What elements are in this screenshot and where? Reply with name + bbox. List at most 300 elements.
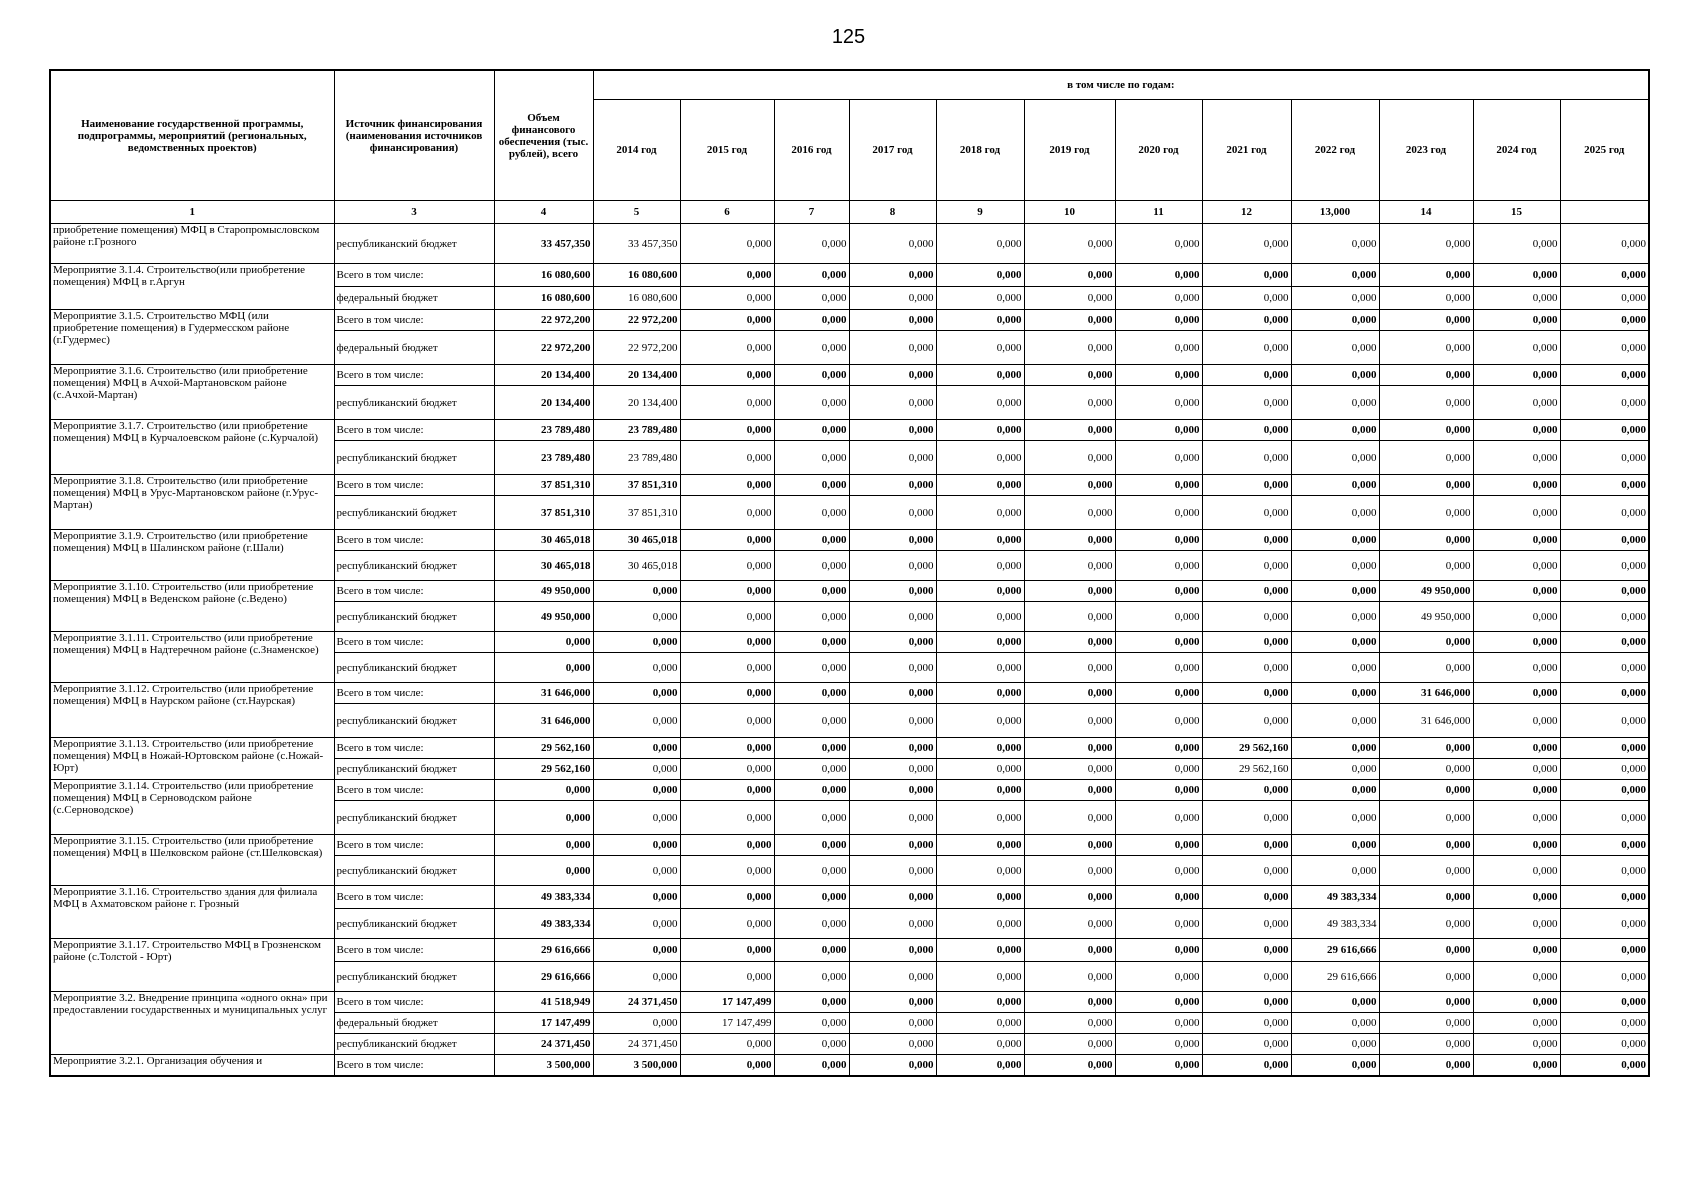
year-value: 16 080,600	[593, 264, 680, 287]
year-value: 0,000	[1560, 1013, 1649, 1034]
funding-source: республиканский бюджет	[334, 441, 494, 475]
total-volume: 0,000	[494, 835, 593, 856]
year-value: 20 134,400	[593, 365, 680, 386]
funding-source: Всего в том числе:	[334, 835, 494, 856]
year-value: 0,000	[1473, 909, 1560, 939]
year-value: 0,000	[936, 992, 1024, 1013]
year-value: 0,000	[774, 602, 849, 632]
year-value: 29 616,666	[1291, 962, 1379, 992]
year-value: 0,000	[1560, 551, 1649, 581]
total-volume: 29 616,666	[494, 962, 593, 992]
year-value: 0,000	[936, 939, 1024, 962]
year-value: 0,000	[680, 909, 774, 939]
header-year: 2020 год	[1115, 100, 1202, 201]
year-value: 17 147,499	[680, 1013, 774, 1034]
column-number: 1	[50, 201, 334, 224]
year-value: 0,000	[680, 632, 774, 653]
year-value: 0,000	[1024, 1013, 1115, 1034]
header-year: 2017 год	[849, 100, 936, 201]
funding-source: Всего в том числе:	[334, 886, 494, 909]
year-value: 0,000	[936, 759, 1024, 780]
year-value: 0,000	[1291, 780, 1379, 801]
year-value: 0,000	[1115, 780, 1202, 801]
year-value: 0,000	[1291, 992, 1379, 1013]
year-value: 0,000	[774, 962, 849, 992]
header-year: 2019 год	[1024, 100, 1115, 201]
year-value: 0,000	[1202, 365, 1291, 386]
year-value: 0,000	[1202, 331, 1291, 365]
year-value: 0,000	[936, 962, 1024, 992]
year-value: 0,000	[1560, 1034, 1649, 1055]
year-value: 0,000	[1024, 962, 1115, 992]
column-number: 4	[494, 201, 593, 224]
column-number: 9	[936, 201, 1024, 224]
total-volume: 33 457,350	[494, 224, 593, 264]
year-value: 0,000	[593, 939, 680, 962]
year-value: 0,000	[1115, 1034, 1202, 1055]
year-value: 0,000	[1560, 475, 1649, 496]
year-value: 0,000	[849, 287, 936, 310]
year-value: 0,000	[1379, 386, 1473, 420]
year-value: 0,000	[936, 801, 1024, 835]
year-value: 22 972,200	[593, 331, 680, 365]
year-value: 0,000	[936, 287, 1024, 310]
funding-source: Всего в том числе:	[334, 738, 494, 759]
year-value: 0,000	[1560, 856, 1649, 886]
total-volume: 0,000	[494, 801, 593, 835]
year-value: 0,000	[1291, 738, 1379, 759]
measure-name: Мероприятие 3.1.12. Строительство (или приобретение помещения) МФЦ в Наурском районе (ст.Наурская)	[50, 683, 334, 738]
year-value: 0,000	[1291, 801, 1379, 835]
table-row	[50, 581, 1649, 602]
year-value: 0,000	[1291, 224, 1379, 264]
year-value: 0,000	[849, 992, 936, 1013]
year-value: 29 562,160	[1202, 738, 1291, 759]
page-number: 125	[831, 26, 866, 48]
funding-source: Всего в том числе:	[334, 310, 494, 331]
year-value: 0,000	[849, 653, 936, 683]
funding-source: Всего в том числе:	[334, 1055, 494, 1077]
year-value: 0,000	[936, 632, 1024, 653]
year-value: 0,000	[774, 835, 849, 856]
year-value: 0,000	[774, 310, 849, 331]
year-value: 0,000	[849, 835, 936, 856]
year-value: 0,000	[1024, 420, 1115, 441]
funding-source: Всего в том числе:	[334, 992, 494, 1013]
year-value: 0,000	[1202, 386, 1291, 420]
year-value: 0,000	[849, 1055, 936, 1077]
year-value: 29 562,160	[1202, 759, 1291, 780]
year-value: 0,000	[1473, 496, 1560, 530]
year-value: 0,000	[593, 704, 680, 738]
measure-name: Мероприятие 3.2.1. Организация обучения и	[50, 1055, 334, 1077]
total-volume: 20 134,400	[494, 386, 593, 420]
year-value: 0,000	[1115, 801, 1202, 835]
year-value: 0,000	[1379, 759, 1473, 780]
year-value: 0,000	[593, 856, 680, 886]
year-value: 0,000	[849, 759, 936, 780]
year-value: 0,000	[774, 653, 849, 683]
year-value: 0,000	[1473, 683, 1560, 704]
year-value: 0,000	[1115, 962, 1202, 992]
year-value: 0,000	[1560, 683, 1649, 704]
year-value: 0,000	[1379, 992, 1473, 1013]
year-value: 0,000	[1202, 886, 1291, 909]
year-value: 0,000	[1379, 1055, 1473, 1077]
year-value: 0,000	[1379, 475, 1473, 496]
year-value: 0,000	[1115, 653, 1202, 683]
year-value: 49 383,334	[1291, 886, 1379, 909]
funding-source: Всего в том числе:	[334, 683, 494, 704]
funding-source: республиканский бюджет	[334, 551, 494, 581]
year-value: 0,000	[936, 1055, 1024, 1077]
column-number: 8	[849, 201, 936, 224]
table-row	[50, 365, 1649, 386]
year-value: 0,000	[849, 962, 936, 992]
year-value: 0,000	[680, 581, 774, 602]
year-value: 0,000	[1291, 1055, 1379, 1077]
year-value: 0,000	[849, 886, 936, 909]
year-value: 0,000	[1202, 704, 1291, 738]
year-value: 0,000	[936, 780, 1024, 801]
year-value: 0,000	[774, 683, 849, 704]
year-value: 0,000	[936, 551, 1024, 581]
year-value: 0,000	[849, 310, 936, 331]
year-value: 0,000	[849, 738, 936, 759]
year-value: 0,000	[593, 632, 680, 653]
year-value: 0,000	[1379, 653, 1473, 683]
column-number: 6	[680, 201, 774, 224]
year-value: 0,000	[1115, 602, 1202, 632]
total-volume: 3 500,000	[494, 1055, 593, 1077]
year-value: 0,000	[1291, 475, 1379, 496]
year-value: 0,000	[1202, 801, 1291, 835]
year-value: 0,000	[1473, 530, 1560, 551]
year-value: 0,000	[1291, 835, 1379, 856]
year-value: 0,000	[1560, 909, 1649, 939]
header-source: Источник финансирования (наименования источников финансирования)	[334, 70, 494, 201]
financing-table	[49, 69, 1650, 1077]
column-number: 15	[1473, 201, 1560, 224]
year-value: 0,000	[1024, 551, 1115, 581]
year-value: 0,000	[1202, 264, 1291, 287]
table-row	[50, 683, 1649, 704]
year-value: 0,000	[1024, 653, 1115, 683]
year-value: 0,000	[849, 551, 936, 581]
year-value: 0,000	[1202, 310, 1291, 331]
year-value: 0,000	[774, 856, 849, 886]
year-value: 0,000	[1473, 939, 1560, 962]
year-value: 0,000	[1291, 441, 1379, 475]
total-volume: 23 789,480	[494, 441, 593, 475]
year-value: 0,000	[1115, 581, 1202, 602]
year-value: 0,000	[774, 992, 849, 1013]
year-value: 0,000	[936, 496, 1024, 530]
year-value: 0,000	[1202, 287, 1291, 310]
total-volume: 30 465,018	[494, 530, 593, 551]
year-value: 0,000	[849, 1013, 936, 1034]
funding-source: Всего в том числе:	[334, 365, 494, 386]
funding-source: Всего в том числе:	[334, 939, 494, 962]
column-number: 7	[774, 201, 849, 224]
funding-source: федеральный бюджет	[334, 287, 494, 310]
total-volume: 0,000	[494, 632, 593, 653]
funding-source: Всего в том числе:	[334, 581, 494, 602]
year-value: 0,000	[680, 287, 774, 310]
year-value: 0,000	[849, 530, 936, 551]
year-value: 0,000	[1473, 264, 1560, 287]
year-value: 0,000	[1024, 856, 1115, 886]
year-value: 0,000	[593, 780, 680, 801]
total-volume: 30 465,018	[494, 551, 593, 581]
year-value: 0,000	[1291, 632, 1379, 653]
year-value: 0,000	[1560, 992, 1649, 1013]
year-value: 30 465,018	[593, 530, 680, 551]
year-value: 0,000	[1560, 581, 1649, 602]
year-value: 0,000	[774, 365, 849, 386]
year-value: 0,000	[1379, 331, 1473, 365]
year-value: 0,000	[1379, 530, 1473, 551]
funding-source: республиканский бюджет	[334, 1034, 494, 1055]
total-volume: 23 789,480	[494, 420, 593, 441]
year-value: 0,000	[593, 886, 680, 909]
year-value: 0,000	[1024, 602, 1115, 632]
year-value: 0,000	[774, 496, 849, 530]
year-value: 0,000	[1560, 441, 1649, 475]
year-value: 0,000	[1291, 653, 1379, 683]
year-value: 0,000	[1291, 365, 1379, 386]
year-value: 23 789,480	[593, 441, 680, 475]
year-value: 0,000	[1560, 962, 1649, 992]
year-value: 0,000	[1291, 581, 1379, 602]
table-row	[50, 475, 1649, 496]
year-value: 0,000	[1473, 441, 1560, 475]
year-value: 0,000	[774, 224, 849, 264]
year-value: 0,000	[1291, 331, 1379, 365]
year-value: 0,000	[774, 420, 849, 441]
year-value: 0,000	[1291, 551, 1379, 581]
total-volume: 17 147,499	[494, 1013, 593, 1034]
year-value: 0,000	[1024, 310, 1115, 331]
header-year: 2022 год	[1291, 100, 1379, 201]
year-value: 0,000	[680, 939, 774, 962]
year-value: 0,000	[1291, 530, 1379, 551]
year-value: 0,000	[680, 1055, 774, 1077]
measure-name: Мероприятие 3.1.14. Строительство (или приобретение помещения) МФЦ в Серноводском районе (с.Серноводское)	[50, 780, 334, 835]
year-value: 0,000	[1473, 738, 1560, 759]
year-value: 0,000	[1024, 1055, 1115, 1077]
year-value: 0,000	[680, 475, 774, 496]
year-value: 22 972,200	[593, 310, 680, 331]
year-value: 0,000	[1560, 224, 1649, 264]
year-value: 0,000	[1115, 856, 1202, 886]
year-value: 0,000	[849, 420, 936, 441]
header-year: 2014 год	[593, 100, 680, 201]
column-number: 5	[593, 201, 680, 224]
total-volume: 22 972,200	[494, 331, 593, 365]
year-value: 0,000	[936, 365, 1024, 386]
year-value: 0,000	[774, 264, 849, 287]
year-value: 0,000	[1024, 331, 1115, 365]
year-value: 0,000	[1473, 1013, 1560, 1034]
year-value: 16 080,600	[593, 287, 680, 310]
year-value: 0,000	[1202, 856, 1291, 886]
table-body	[50, 224, 1649, 1077]
year-value: 0,000	[849, 856, 936, 886]
year-value: 0,000	[1202, 581, 1291, 602]
year-value: 0,000	[774, 909, 849, 939]
year-value: 0,000	[936, 1013, 1024, 1034]
year-value: 0,000	[1202, 780, 1291, 801]
total-volume: 0,000	[494, 856, 593, 886]
year-value: 0,000	[1473, 992, 1560, 1013]
year-value: 0,000	[1473, 224, 1560, 264]
year-value: 0,000	[936, 530, 1024, 551]
year-value: 0,000	[1115, 551, 1202, 581]
total-volume: 0,000	[494, 653, 593, 683]
year-value: 0,000	[1560, 801, 1649, 835]
total-volume: 37 851,310	[494, 475, 593, 496]
total-volume: 49 950,000	[494, 581, 593, 602]
year-value: 0,000	[1379, 856, 1473, 886]
year-value: 0,000	[774, 632, 849, 653]
year-value: 0,000	[1560, 704, 1649, 738]
year-value: 0,000	[680, 310, 774, 331]
year-value: 0,000	[1115, 365, 1202, 386]
year-value: 0,000	[1115, 909, 1202, 939]
total-volume: 16 080,600	[494, 287, 593, 310]
funding-source: республиканский бюджет	[334, 704, 494, 738]
year-value: 0,000	[936, 704, 1024, 738]
year-value: 0,000	[936, 581, 1024, 602]
table-row	[50, 886, 1649, 909]
year-value: 0,000	[1202, 496, 1291, 530]
funding-source: республиканский бюджет	[334, 224, 494, 264]
table-header	[50, 70, 1649, 224]
year-value: 0,000	[680, 602, 774, 632]
table-row	[50, 939, 1649, 962]
year-value: 0,000	[936, 1034, 1024, 1055]
year-value: 0,000	[1291, 602, 1379, 632]
measure-name: Мероприятие 3.1.13. Строительство (или приобретение помещения) МФЦ в Ножай-Юртовском районе (с.Ножай-Юрт)	[50, 738, 334, 780]
year-value: 0,000	[680, 653, 774, 683]
year-value: 0,000	[1473, 856, 1560, 886]
year-value: 0,000	[936, 909, 1024, 939]
year-value: 0,000	[849, 1034, 936, 1055]
total-volume: 29 562,160	[494, 738, 593, 759]
year-value: 0,000	[1291, 1013, 1379, 1034]
header-name: Наименование государственной программы, подпрограммы, мероприятий (региональных, ведомственных проектов)	[50, 70, 334, 201]
year-value: 0,000	[1560, 632, 1649, 653]
column-number	[1560, 201, 1649, 224]
year-value: 0,000	[1291, 420, 1379, 441]
funding-source: федеральный бюджет	[334, 1013, 494, 1034]
year-value: 0,000	[849, 632, 936, 653]
year-value: 0,000	[936, 264, 1024, 287]
year-value: 0,000	[1115, 331, 1202, 365]
year-value: 31 646,000	[1379, 683, 1473, 704]
table-row	[50, 632, 1649, 653]
year-value: 0,000	[1291, 1034, 1379, 1055]
year-value: 0,000	[1024, 224, 1115, 264]
table-row	[50, 530, 1649, 551]
year-value: 49 950,000	[1379, 581, 1473, 602]
year-value: 0,000	[1560, 602, 1649, 632]
year-value: 0,000	[680, 264, 774, 287]
year-value: 0,000	[680, 386, 774, 420]
year-value: 0,000	[593, 759, 680, 780]
year-value: 0,000	[1560, 939, 1649, 962]
year-value: 0,000	[1024, 365, 1115, 386]
table-row	[50, 310, 1649, 331]
year-value: 0,000	[774, 1013, 849, 1034]
year-value: 0,000	[680, 780, 774, 801]
year-value: 0,000	[1291, 386, 1379, 420]
year-value: 0,000	[849, 441, 936, 475]
year-value: 0,000	[936, 856, 1024, 886]
year-value: 0,000	[680, 224, 774, 264]
year-value: 0,000	[774, 581, 849, 602]
year-value: 0,000	[1115, 530, 1202, 551]
column-number: 11	[1115, 201, 1202, 224]
year-value: 0,000	[1473, 704, 1560, 738]
year-value: 0,000	[1115, 1055, 1202, 1077]
year-value: 0,000	[1291, 287, 1379, 310]
year-value: 0,000	[1202, 551, 1291, 581]
year-value: 30 465,018	[593, 551, 680, 581]
year-value: 0,000	[1473, 365, 1560, 386]
year-value: 0,000	[593, 602, 680, 632]
year-value: 0,000	[1202, 909, 1291, 939]
year-value: 0,000	[849, 581, 936, 602]
year-value: 0,000	[1115, 441, 1202, 475]
total-volume: 16 080,600	[494, 264, 593, 287]
header-years-group: в том числе по годам:	[593, 70, 1649, 100]
year-value: 0,000	[1473, 780, 1560, 801]
total-volume: 29 562,160	[494, 759, 593, 780]
year-value: 0,000	[1473, 287, 1560, 310]
column-number: 12	[1202, 201, 1291, 224]
year-value: 0,000	[1024, 581, 1115, 602]
year-value: 0,000	[1473, 581, 1560, 602]
year-value: 0,000	[774, 738, 849, 759]
year-value: 0,000	[849, 264, 936, 287]
year-value: 0,000	[1379, 551, 1473, 581]
funding-source: Всего в том числе:	[334, 420, 494, 441]
year-value: 0,000	[1202, 602, 1291, 632]
year-value: 3 500,000	[593, 1055, 680, 1077]
funding-source: республиканский бюджет	[334, 386, 494, 420]
year-value: 0,000	[1291, 683, 1379, 704]
year-value: 0,000	[774, 704, 849, 738]
year-value: 33 457,350	[593, 224, 680, 264]
year-value: 0,000	[1202, 632, 1291, 653]
funding-source: республиканский бюджет	[334, 602, 494, 632]
table-row	[50, 992, 1649, 1013]
year-value: 0,000	[1473, 653, 1560, 683]
year-value: 37 851,310	[593, 496, 680, 530]
year-value: 0,000	[680, 441, 774, 475]
year-value: 0,000	[1115, 704, 1202, 738]
year-value: 0,000	[680, 738, 774, 759]
year-value: 0,000	[1560, 530, 1649, 551]
year-value: 24 371,450	[593, 1034, 680, 1055]
year-value: 0,000	[1560, 738, 1649, 759]
year-value: 0,000	[1379, 365, 1473, 386]
total-volume: 49 383,334	[494, 909, 593, 939]
table-row	[50, 738, 1649, 759]
funding-source: республиканский бюджет	[334, 496, 494, 530]
